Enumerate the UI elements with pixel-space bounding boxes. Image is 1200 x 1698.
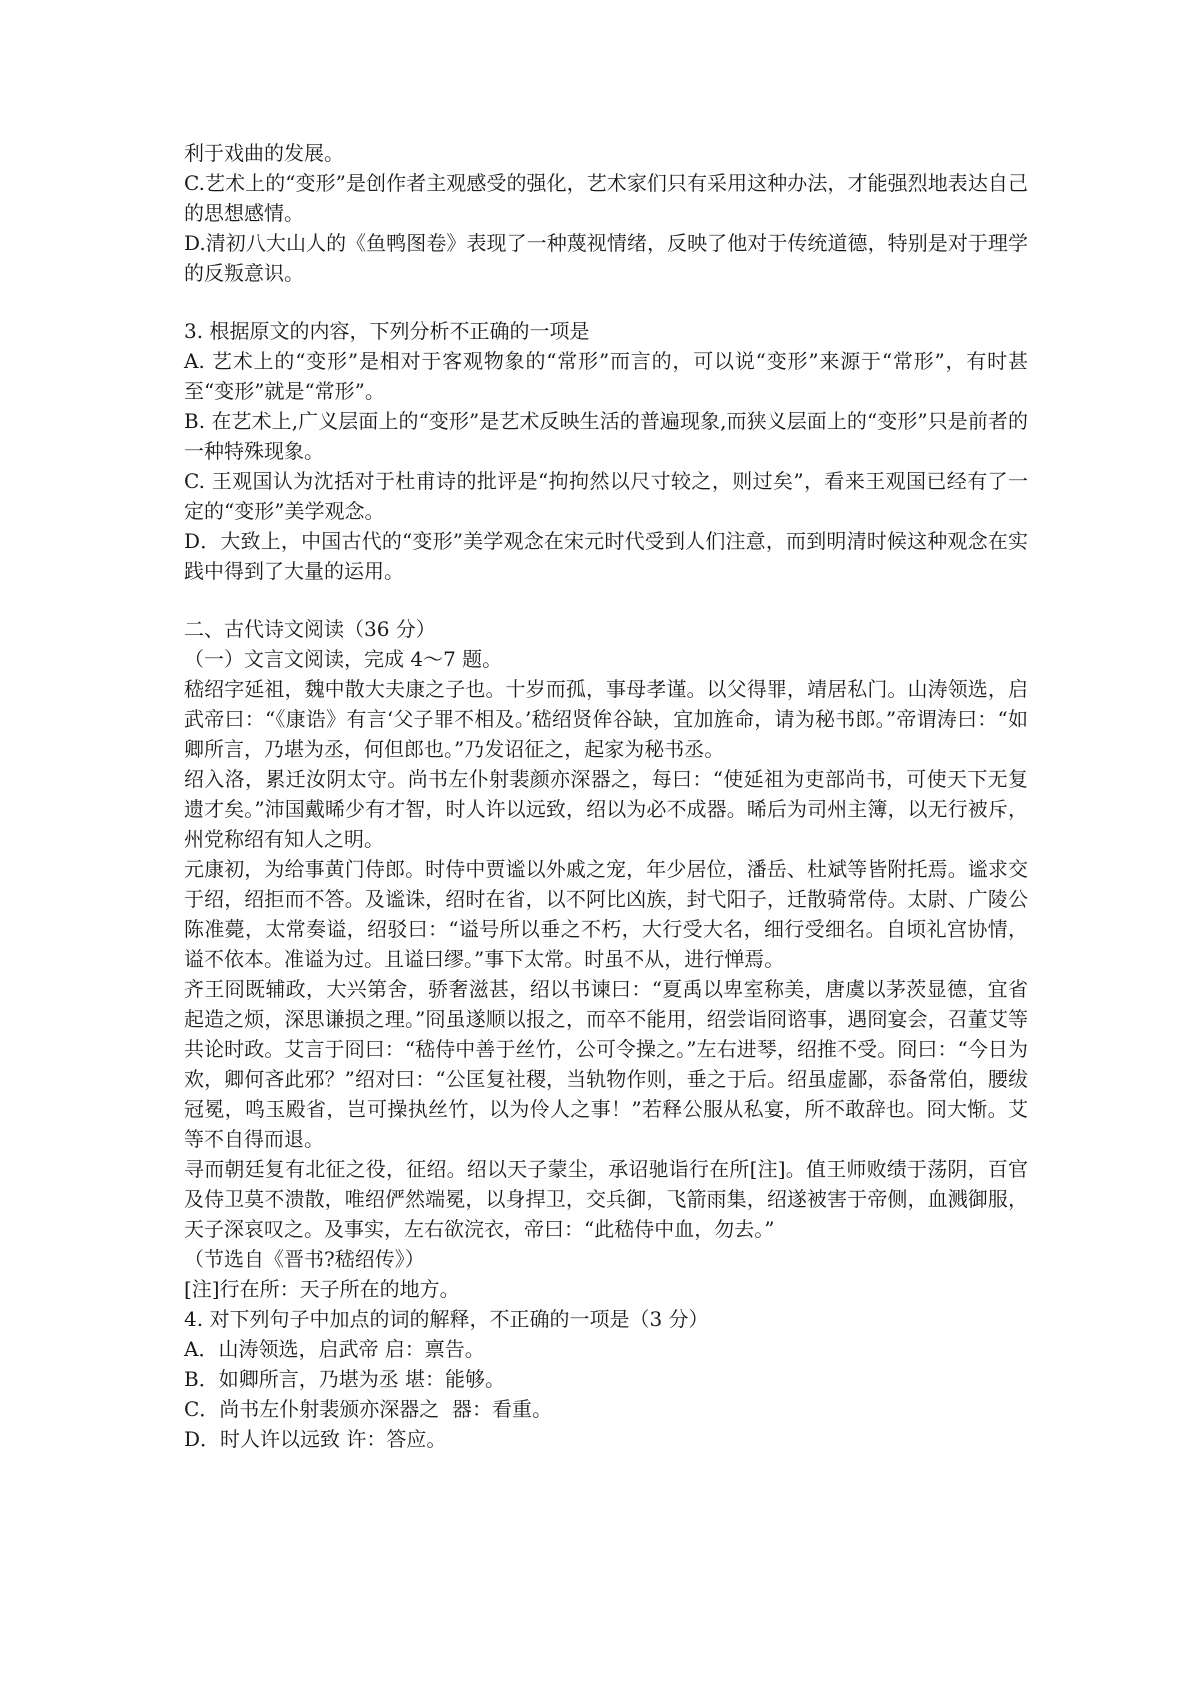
q3-option-b: B. 在艺术上,广义层面上的“变形”是艺术反映生活的普遍现象,而狭义层面上的“变形”只是前者的一种特殊现象。 [184, 409, 1028, 463]
passage-paragraph: 寻而朝廷复有北征之役，征绍。绍以天子蒙尘，承诏驰诣行在所[注]。值王师败绩于荡阴，百官及侍卫莫不溃散，唯绍俨然端冕，以身捍卫，交兵御，飞箭雨集，绍遂被害于帝侧，血溅御服，天子深哀叹之。及事实，左右欲浣衣，帝曰：“此嵇侍中血，勿去。” [184, 1157, 1028, 1241]
q4-option-b: B．如卿所言，乃堪为丞 堪：能够。 [184, 1367, 506, 1391]
q2-option-c: C.艺术上的“变形”是创作者主观感受的强化，艺术家们只有采用这种办法，才能强烈地表达自己的思想感情。 [184, 171, 1028, 225]
passage-paragraph: 嵇绍字延祖，魏中散大夫康之子也。十岁而孤，事母孝谨。以父得罪，靖居私门。山涛领选，启武帝曰：“《康诰》有言‘父子罪不相及。’嵇绍贤侔谷缺，宜加旌命，请为秘书郎。”帝谓涛曰：“如卿所言，乃堪为丞，何但郎也。”乃发诏征之，起家为秘书丞。 [184, 677, 1028, 761]
q2-option-d: D.清初八大山人的《鱼鸭图卷》表现了一种蔑视情绪，反映了他对于传统道德，特别是对于理学的反叛意识。 [184, 231, 1028, 285]
section-heading: 二、古代诗文阅读（36 分） [184, 617, 436, 641]
q3-stem: 3. 根据原文的内容，下列分析不正确的一项是 [184, 319, 590, 343]
section-subheading: （一）文言文阅读，完成 4～7 题。 [184, 647, 503, 671]
q4-stem: 4. 对下列句子中加点的词的解释，不正确的一项是（3 分） [184, 1307, 709, 1331]
passage-paragraph: 绍入洛，累迁汝阴太守。尚书左仆射裴颜亦深器之，每曰：“使延祖为吏部尚书，可使天下无复遗才矣。”沛国戴晞少有才智，时人许以远致，绍以为必不成器。晞后为司州主簿，以无行被斥，州党称绍有知人之明。 [184, 767, 1028, 851]
passage-paragraph: 齐王冏既辅政，大兴第舍，骄奢滋甚，绍以书谏曰：“夏禹以卑室称美，唐虞以茅茨显德，宜省起造之烦，深思谦损之理。”冏虽遂顺以报之，而卒不能用，绍尝诣冏谘事，遇冏宴会，召董艾等共论时政。艾言于冏曰：“嵇侍中善于丝竹，公可令操之。”左右进琴，绍推不受。冏曰：“今日为欢，卿何吝此邪？”绍对曰：“公匡复社稷，当轨物作则，垂之于后。绍虽虚鄙，忝备常伯，腰绂冠冕，鸣玉殿省，岂可操执丝竹，以为伶人之事！”若释公服从私宴，所不敢辞也。冏大惭。艾等不自得而退。 [184, 977, 1028, 1151]
document-page [184, 138, 1028, 1454]
blank-line [184, 586, 1028, 614]
q4-option-a: A．山涛领选，启武帝 启：禀告。 [184, 1337, 485, 1361]
q4-option-d: D．时人许以远致 许：答应。 [184, 1427, 447, 1451]
passage-source: （节选自《晋书?嵇绍传》） [184, 1247, 425, 1271]
q3-option-d: D．大致上，中国古代的“变形”美学观念在宋元时代受到人们注意，而到明清时候这种观念在实践中得到了大量的运用。 [184, 529, 1028, 583]
q3-option-c: C. 王观国认为沈括对于杜甫诗的批评是“拘拘然以尺寸较之，则过矣”，看来王观国已经有了一定的“变形”美学观念。 [184, 469, 1028, 523]
q4-option-c: C．尚书左仆射裴颁亦深器之 器：看重。 [184, 1397, 553, 1421]
blank-line [184, 288, 1028, 316]
passage-note: [注]行在所：天子所在的地方。 [184, 1277, 460, 1301]
q3-option-a: A. 艺术上的“变形”是相对于客观物象的“常形”而言的，可以说“变形”来源于“常形”，有时甚至“变形”就是“常形”。 [184, 349, 1028, 403]
continuation-line: 利于戏曲的发展。 [184, 141, 344, 165]
passage-paragraph: 元康初，为给事黄门侍郎。时侍中贾谧以外戚之宠，年少居位，潘岳、杜斌等皆附托焉。谧求交于绍，绍拒而不答。及谧诛，绍时在省，以不阿比凶族，封弋阳子，迁散骑常侍。太尉、广陵公陈准薨，太常奏谥，绍驳曰：“谥号所以垂之不朽，大行受大名，细行受细名。自顷礼宫协情，谥不依本。准谥为过。且谥曰缪。”事下太常。时虽不从，进行惮焉。 [184, 857, 1028, 971]
